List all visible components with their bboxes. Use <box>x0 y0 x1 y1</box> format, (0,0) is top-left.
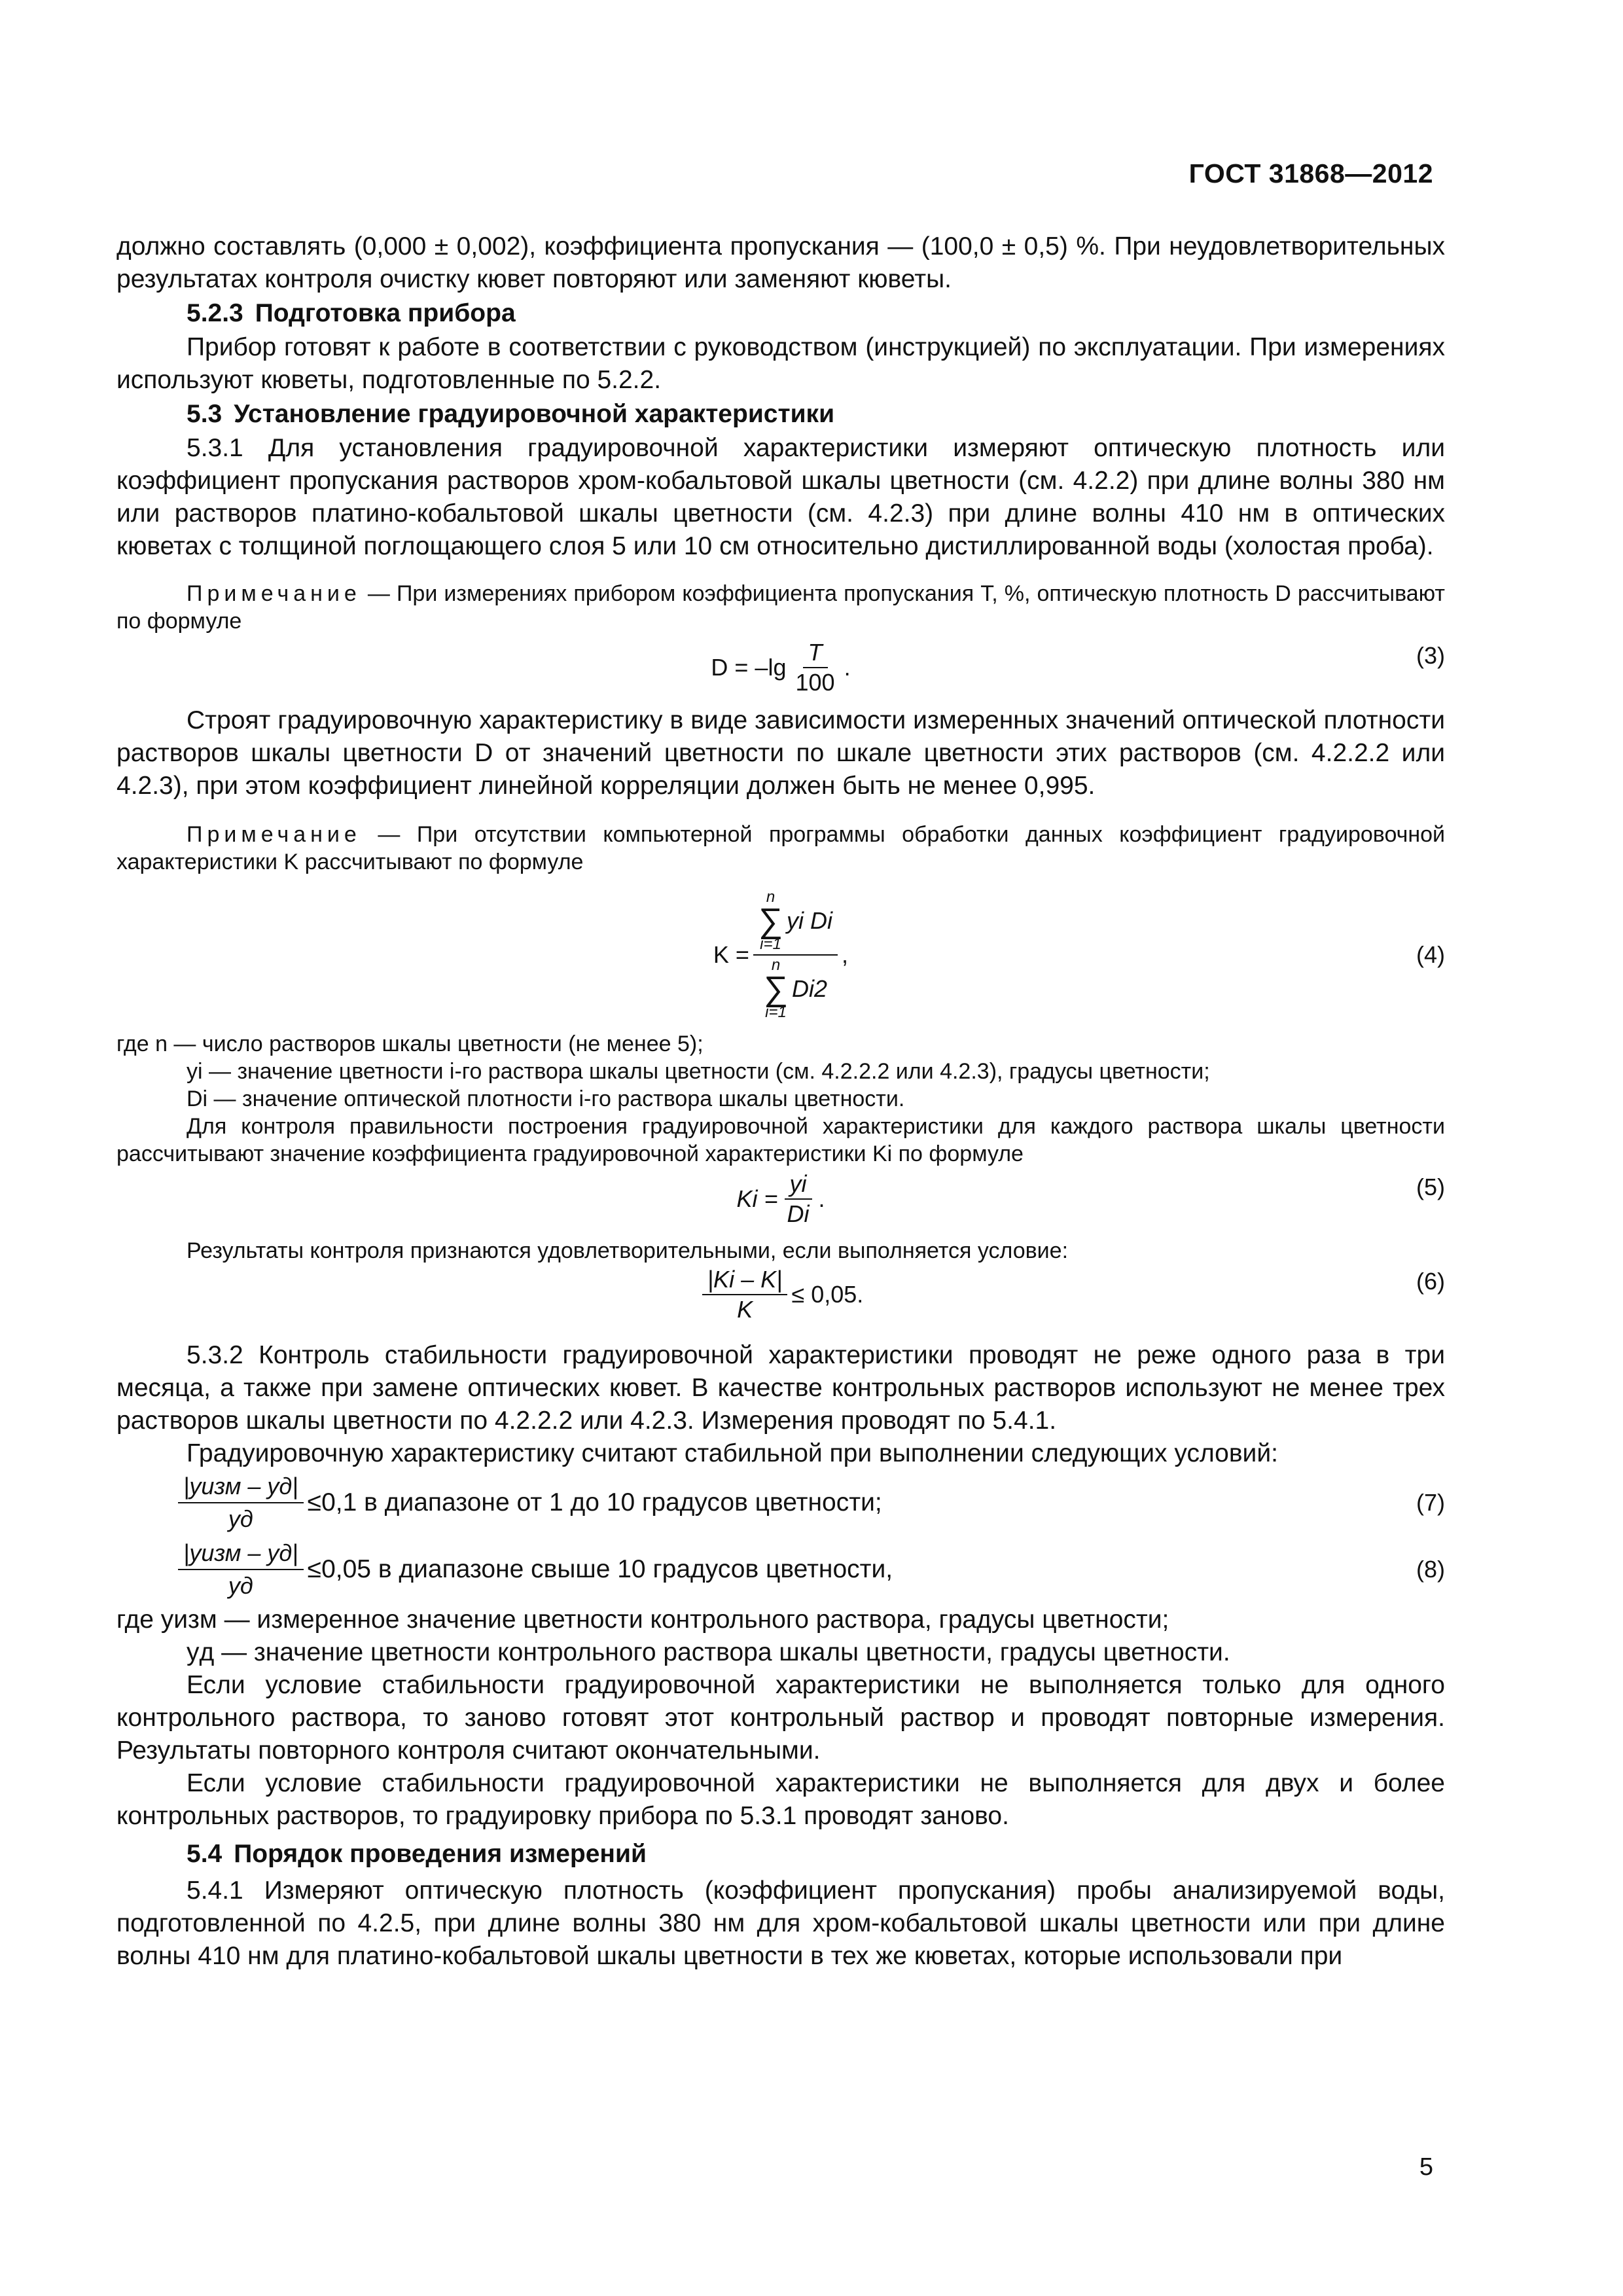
section-title: Подготовка прибора <box>255 299 516 327</box>
note-text: — При отсутствии компьютерной программы обработки данных коэффициент градуировочной характеристики K рассчитывают по формуле <box>116 822 1446 874</box>
standard-code-header: ГОСТ 31868—2012 <box>1188 158 1433 188</box>
section-heading-5-2-3 <box>116 297 1445 330</box>
numerator-expr: yi Di <box>787 907 833 934</box>
formula-tail: , <box>842 941 849 968</box>
denominator <box>758 956 832 1021</box>
formula-7 <box>116 1470 1445 1535</box>
formula-lhs: K = <box>713 941 749 968</box>
formula-number: (5) <box>1416 1174 1445 1200</box>
formula-tail: ≤ 0,05. <box>791 1281 864 1308</box>
paragraph-if-two: Если условие стабильности градуировочной характеристики не выполняется для двух и более контрольных растворов, то градуировку прибора по 5.3.1 проводят заново. <box>116 1769 1445 1830</box>
document-body <box>116 230 1445 1973</box>
note-1 <box>116 580 1445 635</box>
paragraph-5-4-1: 5.4.1 Измеряют оптическую плотность (коэффициент пропускания) пробы анализируемой воды, подготовленной по 4.2.5, при длине волны 380 нм для хром-кобальтовой шкалы цветности или при длине волны 410 нм для платино-кобальтовой шкалы цветности в тех же кюветах, которые использовали при <box>116 1876 1445 1970</box>
numerator: |yизм – yд| <box>178 1472 304 1503</box>
section-heading-5-3 <box>116 398 1445 431</box>
formula-tail: . <box>844 654 851 681</box>
section-title: Установление градуировочной характеристики <box>234 400 835 428</box>
page-number: 5 <box>1419 2153 1433 2181</box>
condition-text: ≤0,1 в диапазоне от 1 до 10 градусов цветности; <box>307 1488 882 1516</box>
numerator: T <box>803 639 828 668</box>
paragraph-stable: Градуировочную характеристику считают стабильной при выполнении следующих условий: <box>187 1439 1278 1467</box>
denominator: Di <box>787 1200 810 1227</box>
fraction <box>782 1171 815 1227</box>
numerator: |yизм – yд| <box>178 1539 304 1570</box>
fraction <box>753 889 838 1021</box>
paragraph-5-2-3: Прибор готовят к работе в соответствии с руководством (инструкцией) по эксплуатации. При измерениях используют кюветы, подготовленные по 5.2.2. <box>116 333 1445 394</box>
section-heading-5-4 <box>116 1838 1445 1871</box>
paragraph-if-one: Если условие стабильности градуировочной характеристики не выполняется только для одного контрольного раствора, то заново готовят этот контрольный раствор и проводят повторные измерения. Результаты повторного контроля считают окончательными. <box>116 1671 1445 1765</box>
formula-number: (8) <box>1416 1556 1445 1583</box>
numerator <box>753 889 838 956</box>
formula-lhs: Ki = <box>736 1185 778 1212</box>
formula-6 <box>116 1265 1445 1325</box>
note-label: Примечание <box>187 822 361 847</box>
where-yizm: где yизм — измеренное значение цветности контрольного раствора, градусы цветности; <box>116 1605 1169 1634</box>
condition-text: ≤0,05 в диапазоне свыше 10 градусов цветности, <box>307 1555 893 1583</box>
where-d: Di — значение оптической плотности i-го раствора шкалы цветности. <box>187 1086 905 1111</box>
formula-number: (3) <box>1416 642 1445 669</box>
fraction <box>702 1266 788 1323</box>
formula-8 <box>116 1535 1445 1604</box>
section-number: 5.2.3 <box>187 299 243 327</box>
fraction <box>790 639 840 696</box>
paragraph-results: Результаты контроля признаются удовлетворительными, если выполняется условие: <box>187 1238 1069 1263</box>
formula-lhs: D = –lg <box>711 654 787 681</box>
denominator-expr: Di2 <box>792 975 828 1002</box>
where-n: где n — число растворов шкалы цветности (не менее 5); <box>116 1031 704 1056</box>
formula-number: (7) <box>1416 1489 1445 1516</box>
formula-number: (4) <box>1416 941 1445 968</box>
formula-5 <box>116 1168 1445 1230</box>
denominator: K <box>737 1296 753 1323</box>
denominator: 100 <box>795 669 835 696</box>
section-number: 5.4 <box>187 1840 223 1868</box>
where-yd: yд — значение цветности контрольного раствора шкалы цветности, градусы цветности. <box>187 1638 1230 1666</box>
formula-tail: . <box>818 1185 825 1212</box>
paragraph-5-3-1: 5.3.1 Для установления градуировочной характеристики измеряют оптическую плотность или коэффициент пропускания растворов хром-кобальтовой шкалы цветности (см. 4.2.2) при длине волны 380 нм или растворов платино-кобальтовой шкалы цветности (см. 4.2.3) при длине волны 410 нм в оптических кюветах с толщиной поглощающего слоя 5 или 10 см относительно дистиллированной воды (холостая проба). <box>116 434 1445 560</box>
formula-number: (6) <box>1416 1268 1445 1295</box>
denominator: yд <box>228 1572 253 1599</box>
note-text: — При измерениях прибором коэффициента пропускания T, %, оптическую плотность D рассчитывают по формуле <box>116 581 1445 634</box>
paragraph-control: Для контроля правильности построения градуировочной характеристики для каждого раствора шкалы цветности рассчитывают значение коэффициента градуировочной характеристики Ki по формуле <box>116 1114 1445 1166</box>
paragraph-continuation: должно составлять (0,000 ± 0,002), коэффициента пропускания — (100,0 ± 0,5) %. При неудовлетворительных результатах контроля очистку кювет повторяют или заменяют кюветы. <box>116 232 1445 293</box>
note-label: Примечание <box>187 581 361 606</box>
numerator: |Ki – K| <box>702 1266 788 1295</box>
paragraph-build: Строят градуировочную характеристику в виде зависимости измеренных значений оптической плотности растворов шкалы цветности D от значений цветности по шкале цветности этих растворов (см. 4.2.2.2 или 4.2.3), при этом коэффициент линейной корреляции должен быть не менее 0,995. <box>116 706 1445 800</box>
fraction <box>178 1539 304 1600</box>
numerator: yi <box>785 1171 812 1200</box>
fraction <box>178 1472 304 1534</box>
section-number: 5.3 <box>187 400 223 428</box>
formula-4 <box>116 880 1445 1030</box>
paragraph-5-3-2: 5.3.2 Контроль стабильности градуировочной характеристики проводят не реже одного раза в три месяца, а также при замене оптических кювет. В качестве контрольных растворов используют не менее трех растворов шкалы цветности по 4.2.2.2 или 4.2.3. Измерения проводят по 5.4.1. <box>116 1341 1445 1435</box>
where-y: yi — значение цветности i-го раствора шкалы цветности (см. 4.2.2.2 или 4.2.3), градусы цветности; <box>187 1059 1210 1084</box>
sum-symbol: n ∑ i=1 <box>758 888 783 953</box>
note-2 <box>116 821 1445 876</box>
formula-3 <box>116 640 1445 695</box>
denominator: yд <box>228 1505 253 1532</box>
sum-symbol: n ∑ i=1 <box>763 956 789 1021</box>
section-title: Порядок проведения измерений <box>234 1840 647 1868</box>
